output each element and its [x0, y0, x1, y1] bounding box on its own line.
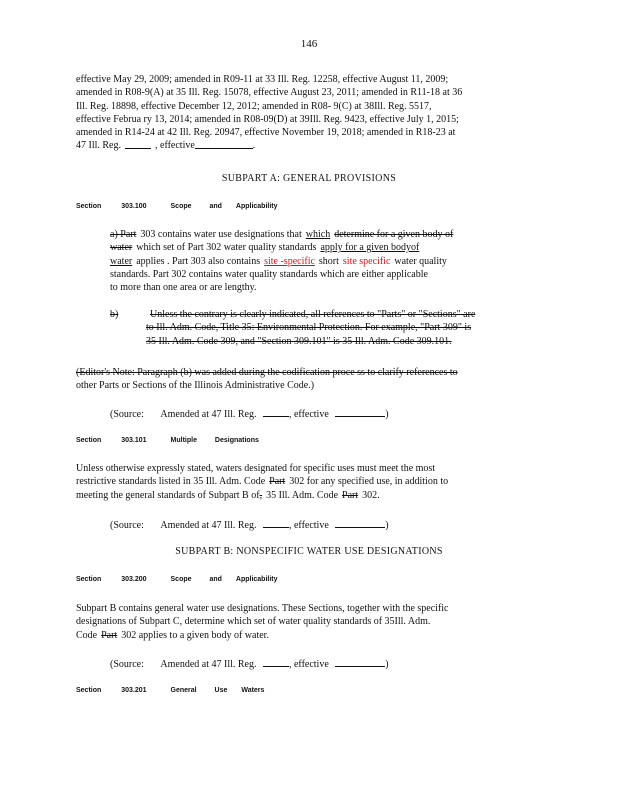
paragraph-a-line: standards. Part 302 contains water quality standards which are either applicable: [110, 268, 428, 280]
section-title-word: Designations: [214, 437, 259, 444]
source-note: [110, 407, 389, 420]
struck-text: water: [110, 242, 133, 254]
body-text: restrictive standards listed in 35 Ill. Adm. Code: [76, 476, 266, 488]
effective-blank: [335, 407, 385, 417]
subpart-a-heading: SUBPART A: GENERAL PROVISIONS: [221, 173, 397, 184]
section-title-word: Multiple: [170, 437, 197, 444]
reg-blank: [263, 657, 289, 667]
source-label: (Source:: [110, 659, 144, 670]
paragraph-text: which set of Part 302 water quality standards: [136, 242, 317, 254]
struck-label: a) Part: [110, 229, 137, 240]
body-line: Unless otherwise expressly stated, waters designated for specific uses must meet the most: [76, 463, 436, 474]
paragraph-a-line: [110, 228, 535, 241]
section-label: Section: [76, 203, 102, 210]
subpart-b-heading: SUBPART B: NONSPECIFIC WATER USE DESIGNATIONS: [175, 546, 443, 557]
reg-blank: [263, 407, 289, 417]
effective-blank: [335, 657, 385, 667]
body-text: 302.: [362, 489, 380, 501]
inserted-text: water: [110, 255, 133, 267]
section-303-101-text: [76, 462, 516, 502]
body-line: designations of Subpart C, determine which set of water quality standards of 35Ill. Adm.: [76, 616, 431, 628]
section-title-word: Waters: [241, 687, 265, 694]
section-title-word: Use: [214, 687, 228, 694]
paragraph-a: [110, 228, 535, 294]
source-effective: , effective: [288, 409, 329, 420]
source-note: [110, 518, 389, 531]
section-303-101-heading: [76, 437, 259, 444]
body-text: 35 Ill. Adm. Code: [266, 489, 339, 501]
editors-note: [76, 366, 544, 393]
reg-blank: [125, 139, 151, 149]
section-number: 303.100: [121, 203, 147, 210]
body-text: 302 for any specified use, in addition to: [289, 476, 449, 488]
history-paragraph: [76, 73, 544, 153]
section-title-word: Scope: [170, 203, 192, 210]
section-title-word: General: [170, 687, 197, 694]
history-effective-text: , effective: [155, 140, 195, 152]
effective-blank: [195, 139, 253, 149]
section-label: Section: [76, 437, 102, 444]
section-303-200-text: [76, 602, 520, 642]
struck-text: ,: [259, 489, 263, 501]
source-note: [110, 657, 389, 670]
section-title-word: and: [209, 576, 222, 583]
history-reg-text: 47 Ill. Reg.: [76, 140, 121, 152]
source-close: ): [385, 520, 389, 531]
section-label: Section: [76, 576, 102, 583]
source-amended: Amended at 47 Ill. Reg.: [160, 659, 257, 670]
body-line: [76, 489, 516, 502]
struck-text: Part: [342, 489, 359, 501]
struck-text: determine for a given body of: [334, 229, 454, 240]
history-last-line: [76, 139, 544, 152]
section-number: 303.101: [121, 437, 147, 444]
history-line: Ill. Reg. 18898, effective December 12, 2012; amended in R08- 9(C) at 38Ill. Reg. 5517,: [76, 100, 432, 112]
section-303-201-heading: [76, 687, 264, 694]
paragraph-text: short: [318, 255, 339, 267]
struck-text: Part: [269, 476, 286, 488]
paragraph-text: applies . Part 303 also contains: [136, 255, 261, 267]
body-text: 302 applies to a given body of water.: [121, 629, 269, 641]
body-text: Code: [76, 629, 98, 641]
inserted-text: apply for a given bodyof: [320, 242, 420, 254]
editors-note-line: (Editor's Note: Paragraph (b) was added during the codification proce ss to clarify references to: [76, 367, 458, 378]
section-title-word: Applicability: [235, 203, 278, 210]
paragraph-a-line: to more than one area or are lengthy.: [110, 282, 257, 294]
paragraph-b-line: to Ill. Adm. Code, Title 35: Environmental Protection. For example, "Part 309" is: [146, 322, 472, 334]
history-line: effective Februa ry 13, 2014; amended in R08-09(D) at 39Ill. Reg. 9423, effective July 1, 2015;: [76, 113, 459, 125]
history-line: amended in R14-24 at 42 Ill. Reg. 20947, effective November 19, 2018; amended in R18-23 at: [76, 127, 456, 139]
source-amended: Amended at 47 Ill. Reg.: [160, 409, 257, 420]
section-title-word: Scope: [170, 576, 192, 583]
inserted-text: which: [305, 229, 331, 240]
paragraph-b: [110, 308, 542, 348]
source-label: (Source:: [110, 409, 144, 420]
paragraph-text: 303 contains water use designations that: [140, 229, 302, 240]
paragraph-a-line: [110, 241, 535, 254]
struck-label: b): [110, 309, 119, 320]
red-text: site specific: [342, 255, 391, 267]
source-close: ): [385, 409, 389, 420]
page-number: 146: [300, 38, 318, 50]
paragraph-b-line: [110, 308, 542, 321]
paragraph-text: water quality: [394, 255, 447, 267]
body-line: [76, 475, 516, 488]
body-text: meeting the general standards of Subpart B of: [76, 489, 260, 501]
section-label: Section: [76, 687, 102, 694]
section-number: 303.201: [121, 687, 147, 694]
section-title-word: Applicability: [235, 576, 278, 583]
source-effective: , effective: [288, 659, 329, 670]
struck-text: Part: [101, 629, 118, 641]
reg-blank: [263, 518, 289, 528]
source-effective: , effective: [288, 520, 329, 531]
section-303-100-heading: [76, 203, 278, 210]
editors-note-line: other Parts or Sections of the Illinois Administrative Code.): [76, 380, 315, 392]
history-line: amended in R08-9(A) at 35 Ill. Reg. 15078, effective August 23, 2011; amended in R11-18 at 36: [76, 87, 463, 99]
struck-text: Unless the contrary is clearly indicated, all references to "Parts" or "Sections" are: [150, 309, 476, 320]
section-number: 303.200: [121, 576, 147, 583]
section-303-200-heading: [76, 576, 278, 583]
source-amended: Amended at 47 Ill. Reg.: [160, 520, 257, 531]
history-line: effective May 29, 2009; amended in R09-11 at 33 Ill. Reg. 12258, effective August 11, 2009;: [76, 74, 449, 85]
section-title-word: and: [209, 203, 222, 210]
effective-blank: [335, 518, 385, 528]
paragraph-a-line: [110, 255, 535, 268]
source-label: (Source:: [110, 520, 144, 531]
history-period: .: [252, 140, 256, 152]
inserted-red-text: site -specific: [264, 255, 315, 267]
paragraph-b-line: 35 Ill. Adm. Code 309, and "Section 309.101" is 35 Ill. Adm. Code 309.101.: [146, 335, 452, 347]
body-line: [76, 629, 520, 642]
source-close: ): [385, 659, 389, 670]
body-line: Subpart B contains general water use designations. These Sections, together with the specific: [76, 603, 449, 614]
